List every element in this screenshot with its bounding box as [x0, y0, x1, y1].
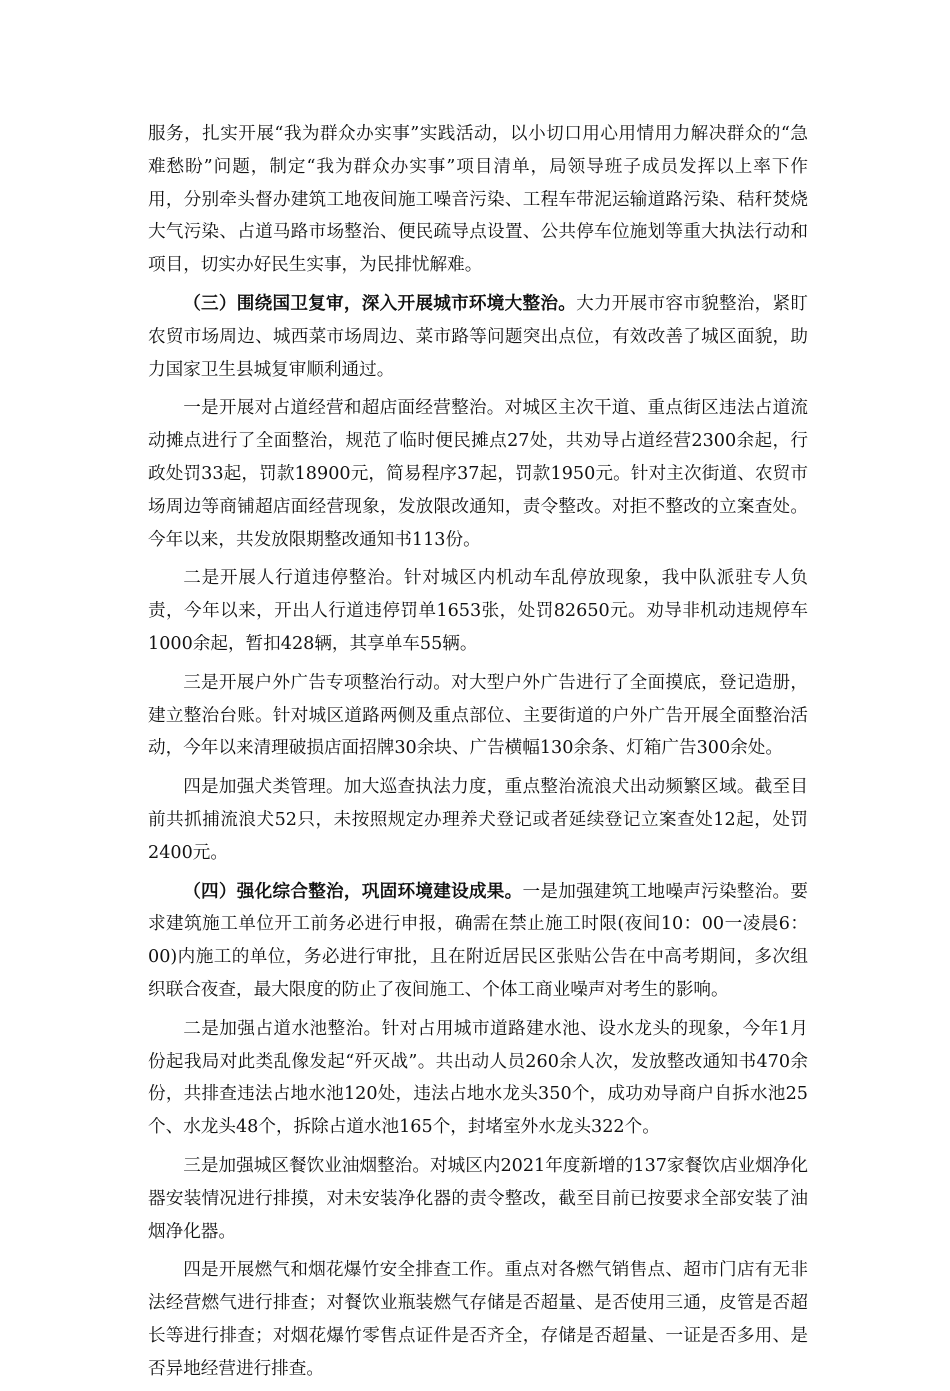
paragraph-7 — [148, 876, 808, 1007]
paragraph-8-text: 二是加强占道水池整治。针对占用城市道路建水池、设水龙头的现象，今年1月份起我局对此类乱像发起“歼灭战”。共出动人员260余人次，发放整改通知书470余份，共排查违法占地水池120处，违法占地水龙头350个，成功劝导商户自拆水池25个、水龙头48个，拆除占道水池165个，封堵室外水龙头322个。 — [148, 1018, 808, 1138]
paragraph-1-text: 服务，扎实开展“我为群众办实事”实践活动，以小切口用心用情用力解决群众的“急难愁盼”问题，制定“我为群众办实事”项目清单，局领导班子成员发挥以上率下作用，分别牵头督办建筑工地夜间施工噪音污染、工程车带泥运输道路污染、秸秆焚烧大气污染、占道马路市场整治、便民疏导点设置、公共停车位施划等重大执法行动和项目，切实办好民生实事，为民排忧解难。 — [148, 124, 808, 276]
paragraph-4 — [148, 562, 808, 660]
paragraph-2-text: 大力开展市容市貌整治，紧盯农贸市场周边、城西菜市场周边、菜市路等问题突出点位，有效改善了城区面貌，助力国家卫生县城复审顺利通过。 — [148, 293, 808, 380]
paragraph-9-text: 三是加强城区餐饮业油烟整治。对城区内2021年度新增的137家餐饮店业烟净化器安装情况进行排摸，对未安装净化器的责令整改，截至目前已按要求全部安装了油烟净化器。 — [148, 1155, 808, 1242]
section-heading-3: （三）围绕国卫复审，深入开展城市环境大整治。 — [183, 292, 577, 314]
paragraph-10 — [148, 1254, 808, 1385]
document-page — [148, 118, 808, 1391]
section-heading-4: （四）强化综合整治，巩固环境建设成果。 — [183, 880, 523, 902]
paragraph-5-text: 三是开展户外广告专项整治行动。对大型户外广告进行了全面摸底，登记造册，建立整治台账。针对城区道路两侧及重点部位、主要街道的户外广告开展全面整治活动，今年以来清理破损店面招牌30余块、广告横幅130余条、灯箱广告300余处。 — [148, 672, 808, 759]
paragraph-4-text: 二是开展人行道违停整治。针对城区内机动车乱停放现象，我中队派驻专人负责，今年以来，开出人行道违停罚单1653张，处罚82650元。劝导非机动违规停车1000余起，暂扣428辆，其享单车55辆。 — [148, 568, 808, 654]
paragraph-8 — [148, 1013, 808, 1144]
paragraph-5 — [148, 667, 808, 765]
paragraph-10-text: 四是开展燃气和烟花爆竹安全排查工作。重点对各燃气销售点、超市门店有无非法经营燃气进行排查；对餐饮业瓶装燃气存储是否超量、是否使用三通，皮管是否超长等进行排查；对烟花爆竹零售点证件是否齐全，存储是否超量、一证是否多用、是否异地经营进行排查。 — [148, 1260, 808, 1379]
paragraph-2 — [148, 288, 808, 386]
paragraph-6-text: 四是加强犬类管理。加大巡查执法力度，重点整治流浪犬出动频繁区域。截至目前共抓捕流浪犬52只，未按照规定办理养犬登记或者延续登记立案查处12起，处罚2400元。 — [148, 777, 808, 863]
paragraph-7-text: 一是加强建筑工地噪声污染整治。要求建筑施工单位开工前务必进行申报，确需在禁止施工时限(夜间10：00一凌晨6：00)内施工的单位，务必进行审批，且在附近居民区张贴公告在中高考期间，多次组织联合夜查，最大限度的防止了夜间施工、个体工商业噪声对考生的影响。 — [148, 881, 808, 1000]
paragraph-6 — [148, 771, 808, 869]
paragraph-9 — [148, 1150, 808, 1248]
paragraph-1 — [148, 118, 808, 282]
paragraph-3-text: 一是开展对占道经营和超店面经营整治。对城区主次干道、重点街区违法占道流动摊点进行了全面整治，规范了临时便民摊点27处，共劝导占道经营2300余起，行政处罚33起，罚款18900元，简易程序37起，罚款1950元。针对主次街道、农贸市场周边等商铺超店面经营现象，发放限改通知，责令整改。对拒不整改的立案查处。今年以来，共发放限期整改通知书113份。 — [148, 398, 808, 550]
paragraph-3 — [148, 392, 808, 556]
